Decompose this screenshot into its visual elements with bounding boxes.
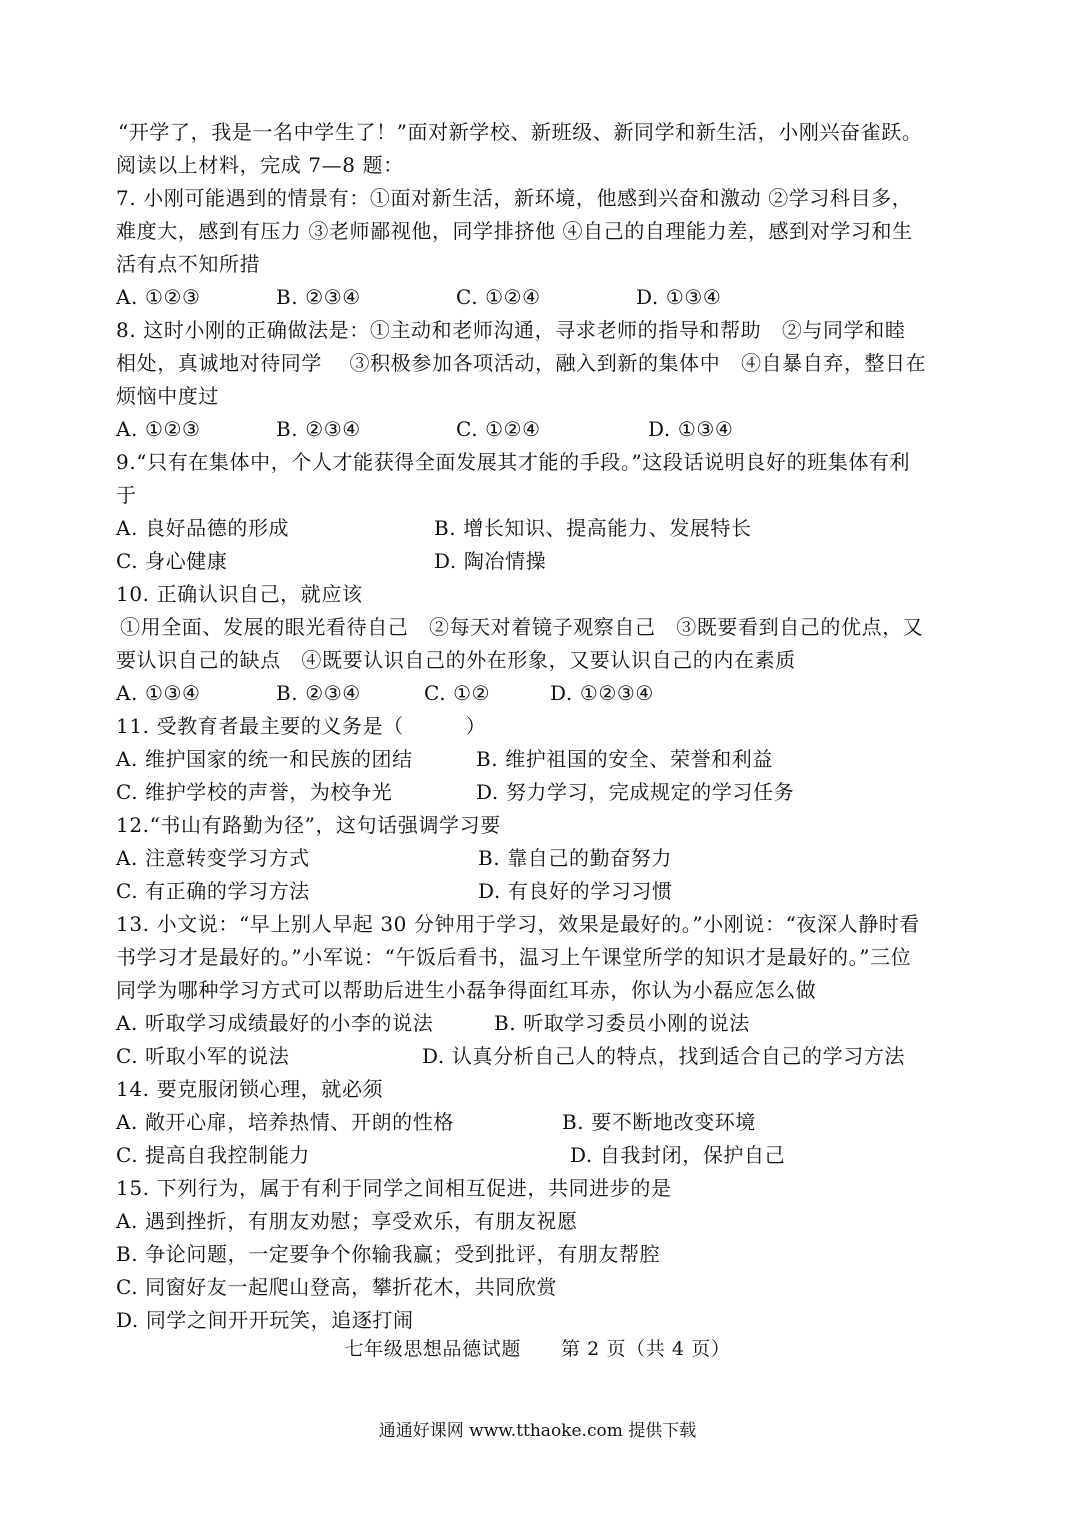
option-a: A. 注意转变学习方式 — [116, 846, 310, 870]
footer-page-number: 第 2 页（共 4 页） — [560, 1338, 731, 1360]
question-15-option-a: A. 遇到挫折，有朋友劝慰；享受欢乐，有朋友祝愿 — [116, 1209, 578, 1233]
question-13-stem: 同学为哪种学习方式可以帮助后进生小磊争得面红耳赤，你认为小磊应怎么做 — [116, 978, 817, 1002]
option-a: A. 维护国家的统一和民族的团结 — [116, 747, 413, 771]
question-15-option-c: C. 同窗好友一起爬山登高，攀折花木，共同欣赏 — [116, 1275, 558, 1299]
option-c: C. ①②④ — [456, 417, 541, 441]
option-b: B. 要不断地改变环境 — [562, 1110, 757, 1134]
option-d: D. ①③④ — [648, 417, 734, 441]
option-d: D. 陶冶情操 — [434, 549, 547, 573]
option-c: C. 维护学校的声誉，为校争光 — [116, 780, 393, 804]
question-7-stem: 活有点不知所措 — [116, 252, 261, 276]
question-13-stem: 13. 小文说：“早上别人早起 30 分钟用于学习，效果是最好的。”小刚说：“夜深人静时看 — [116, 912, 921, 936]
option-b: B. 听取学习委员小刚的说法 — [494, 1011, 750, 1035]
download-credit: 通通好课网 www.tthaoke.com 提供下载 — [378, 1421, 697, 1441]
option-c: C. 身心健康 — [116, 549, 228, 573]
question-12-stem: 12.“书山有路勤为径”，这句话强调学习要 — [116, 813, 501, 837]
question-15-option-d: D. 同学之间开开玩笑，追逐打闹 — [116, 1308, 414, 1332]
option-b: B. ②③④ — [276, 417, 361, 441]
question-9-stem: 于 — [116, 483, 137, 507]
question-10-stem: 10. 正确认识自己，就应该 — [116, 582, 363, 606]
option-d: D. 自我封闭，保护自己 — [570, 1143, 786, 1167]
option-d: D. ①②③④ — [550, 681, 654, 705]
question-8-stem: 烦恼中度过 — [116, 384, 219, 408]
option-b: B. ②③④ — [276, 681, 361, 705]
option-d: D. 认真分析自己人的特点，找到适合自己的学习方法 — [422, 1044, 906, 1068]
question-9-stem: 9.“只有在集体中，个人才能获得全面发展其才能的手段。”这段话说明良好的班集体有利 — [116, 450, 911, 474]
question-10-stem: ①用全面、发展的眼光看待自己 ②每天对着镜子观察自己 ③既要看到自己的优点，又 — [120, 615, 924, 639]
option-b: B. 维护祖国的安全、荣誉和利益 — [476, 747, 774, 771]
question-8-stem: 8. 这时小刚的正确做法是：①主动和老师沟通，寻求老师的指导和帮助 ②与同学和睦 — [116, 318, 906, 342]
intro-line: 阅读以上材料，完成 7—8 题： — [116, 153, 404, 177]
option-a: A. ①②③ — [116, 285, 201, 309]
footer-title: 七年级思想品德试题 — [344, 1338, 521, 1360]
question-8-stem: 相处，真诚地对待同学 ③积极参加各项活动，融入到新的集体中 ④自暴自弃，整日在 — [116, 351, 927, 375]
option-a: A. 敞开心扉，培养热情、开朗的性格 — [116, 1110, 454, 1134]
question-7-stem: 7. 小刚可能遇到的情景有：①面对新生活，新环境，他感到兴奋和激动 ②学习科目多， — [116, 186, 913, 210]
option-a: A. 听取学习成绩最好的小李的说法 — [116, 1011, 434, 1035]
question-10-stem: 要认识自己的缺点 ④既要认识自己的外在形象，又要认识自己的内在素质 — [116, 648, 796, 672]
option-b: B. 增长知识、提高能力、发展特长 — [434, 516, 752, 540]
option-c: C. 听取小军的说法 — [116, 1044, 290, 1068]
option-a: A. 良好品德的形成 — [116, 516, 290, 540]
question-14-stem: 14. 要克服闭锁心理，就必须 — [116, 1077, 384, 1101]
question-13-stem: 书学习才是最好的。”小军说：“午饭后看书，温习上午课堂所学的知识才是最好的。”三位 — [116, 945, 912, 969]
option-a: A. ①③④ — [116, 681, 201, 705]
option-a: A. ①②③ — [116, 417, 201, 441]
question-15-stem: 15. 下列行为，属于有利于同学之间相互促进，共同进步的是 — [116, 1176, 672, 1200]
option-c: C. 提高自我控制能力 — [116, 1143, 310, 1167]
option-b: B. ②③④ — [276, 285, 361, 309]
question-15-option-b: B. 争论问题，一定要争个你输我赢；受到批评，有朋友帮腔 — [116, 1242, 661, 1266]
option-c: C. 有正确的学习方法 — [116, 879, 310, 903]
page-footer — [0, 1335, 1075, 1363]
option-d: D. ①③④ — [636, 285, 722, 309]
question-11-stem: 11. 受教育者最主要的义务是（ ） — [116, 714, 487, 738]
option-c: C. ①② — [424, 681, 491, 705]
option-d: D. 努力学习，完成规定的学习任务 — [476, 780, 795, 804]
option-c: C. ①②④ — [456, 285, 541, 309]
option-d: D. 有良好的学习习惯 — [478, 879, 673, 903]
question-7-stem: 难度大，感到有压力 ③老师鄙视他，同学排挤他 ④自己的自理能力差，感到对学习和生 — [116, 219, 913, 243]
option-b: B. 靠自己的勤奋努力 — [478, 846, 673, 870]
intro-line: “开学了，我是一名中学生了！”面对新学校、新班级、新同学和新生活，小刚兴奋雀跃。 — [118, 120, 923, 144]
